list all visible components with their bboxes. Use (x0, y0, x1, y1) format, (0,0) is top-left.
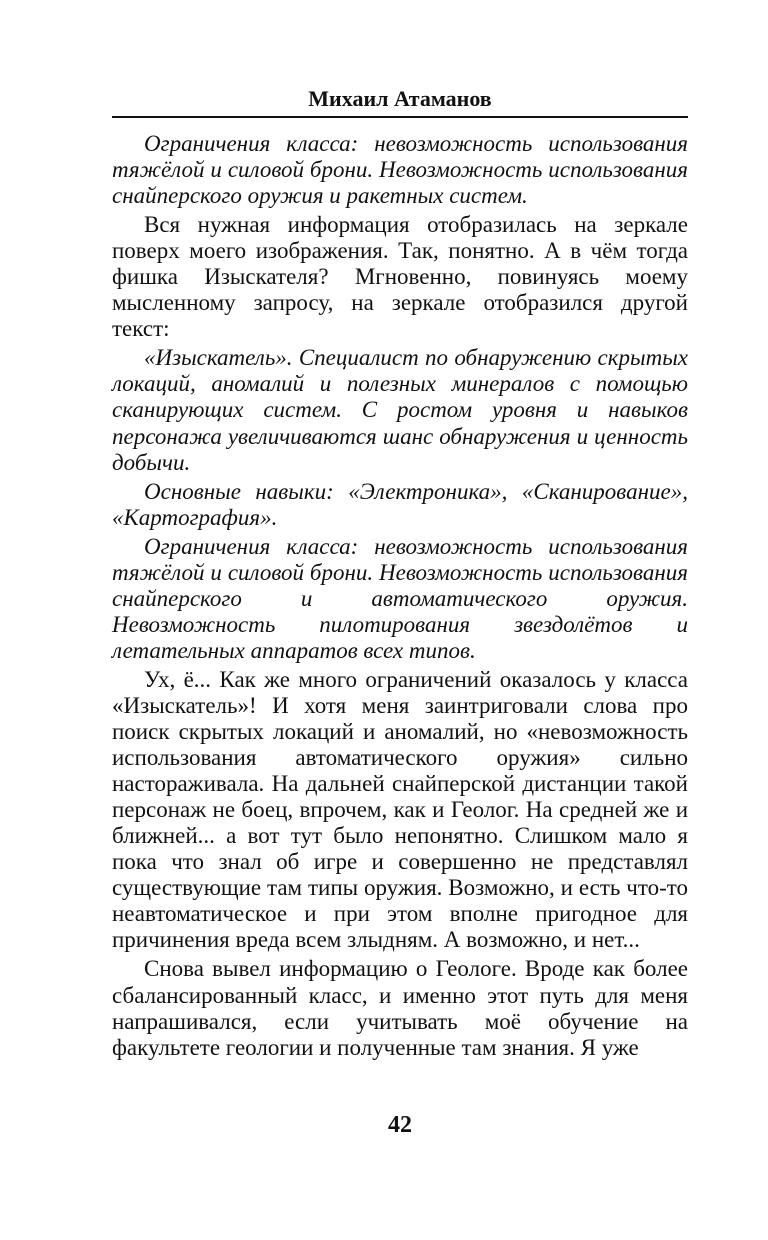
paragraph-mirror-info: Вся нужная информация отобразилась на зеркале поверх моего изображения. Так, понятно. А в чём тогда фишка Изыскателя? Мгновенно, повинуясь моему мысленному запросу, на зеркале отобразился другой текст: (112, 212, 688, 342)
page-body (112, 131, 688, 1061)
paragraph-reflection: Ух, ё... Как же много ограничений оказалось у класса «Изыскатель»! И хотя меня заинтриговали слова про поиск скрытых локаций и аномалий, но «невозможность использования автоматического оружия» сильно настораживала. На дальней снайперской дистанции такой персонаж не боец, впрочем, как и Геолог. На средней же и ближней... а вот тут было непонятно. Слишком мало я пока что знал об игре и совершенно не представлял существующие там типы оружия. Возможно, и есть что-то неавтоматическое и при этом вполне пригодное для причинения вреда всем злыдням. А возможно, и нет... (112, 666, 688, 953)
header-rule (112, 116, 688, 118)
paragraph-geologist: Снова вывел информацию о Геологе. Вроде как более сбалансированный класс, и именно этот путь для меня напрашивался, если учитывать моё обучение на факультете геологии и полученные там знания. Я уже (112, 956, 688, 1060)
page-number: 42 (388, 1112, 412, 1138)
paragraph-main-skills: Основные навыки: «Электроника», «Сканирование», «Картография». (112, 478, 688, 530)
paragraph-class-restrictions-1: Ограничения класса: невозможность использования тяжёлой и силовой брони. Невозможность использования снайперского оружия и ракетных систем. (112, 131, 688, 209)
running-header-author: Михаил Атаманов (308, 86, 492, 111)
paragraph-explorer-description: «Изыскатель». Специалист по обнаружению скрытых локаций, аномалий и полезных минералов с помощью сканирующих систем. С ростом уровня и навыков персонажа увеличиваются шанс обнаружения и ценность добычи. (112, 345, 688, 475)
paragraph-class-restrictions-2: Ограничения класса: невозможность использования тяжёлой и силовой брони. Невозможность использования снайперского и автоматического оружия. Невозможность пилотирования звездолётов и летательных аппаратов всех типов. (112, 533, 688, 663)
